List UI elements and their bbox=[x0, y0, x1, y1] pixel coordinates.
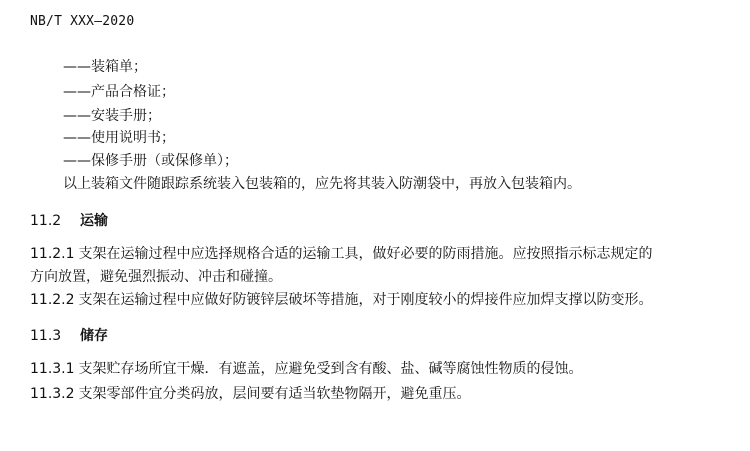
section-heading-11-2 bbox=[30, 210, 108, 230]
clause-11-2-1-continuation: 方向放置，避免强烈振动、冲击和碰撞。 bbox=[30, 269, 282, 285]
clause-number: 11.2.2 bbox=[30, 292, 75, 308]
clause-number: 11.2.1 bbox=[30, 246, 75, 262]
clause-11-2-1 bbox=[30, 244, 653, 264]
clause-text: 支架贮存场所宜干燥．有遮盖，应避免受到含有酸、盐、碱等腐蚀性物质的侵蚀。 bbox=[78, 361, 583, 377]
section-title: 储存 bbox=[80, 328, 108, 344]
clause-11-3-1 bbox=[30, 359, 583, 379]
clause-number: 11.3.1 bbox=[30, 361, 75, 377]
packing-list-item: ——装箱单； bbox=[63, 59, 147, 75]
section-number: 11.2 bbox=[30, 213, 62, 229]
packing-list-item: ——产品合格证； bbox=[63, 84, 175, 100]
clause-text: 支架在运输过程中应做好防镀锌层破坏等措施，对于刚度较小的焊接件应加焊支撑以防变形。 bbox=[78, 292, 653, 308]
packing-list-item: ——使用说明书； bbox=[63, 130, 175, 146]
clause-text: 支架零部件宜分类码放，层间要有适当软垫物隔开，避免重压。 bbox=[78, 386, 471, 402]
clause-11-2-2 bbox=[30, 290, 653, 310]
clause-number: 11.3.2 bbox=[30, 386, 75, 402]
section-heading-11-3 bbox=[30, 325, 108, 345]
document-code: NB/T XXX—2020 bbox=[30, 14, 135, 29]
packing-list-item: ——保修手册（或保修单）； bbox=[63, 153, 238, 169]
packing-list-item: ——安装手册； bbox=[63, 108, 161, 124]
clause-11-3-2 bbox=[30, 384, 471, 404]
clause-text: 支架在运输过程中应选择规格合适的运输工具，做好必要的防雨措施。应按照指示标志规定的 bbox=[78, 246, 653, 262]
section-number: 11.3 bbox=[30, 328, 62, 344]
packing-note: 以上装箱文件随跟踪系统装入包装箱的，应先将其装入防潮袋中，再放入包装箱内。 bbox=[63, 176, 581, 192]
section-title: 运输 bbox=[80, 213, 108, 229]
